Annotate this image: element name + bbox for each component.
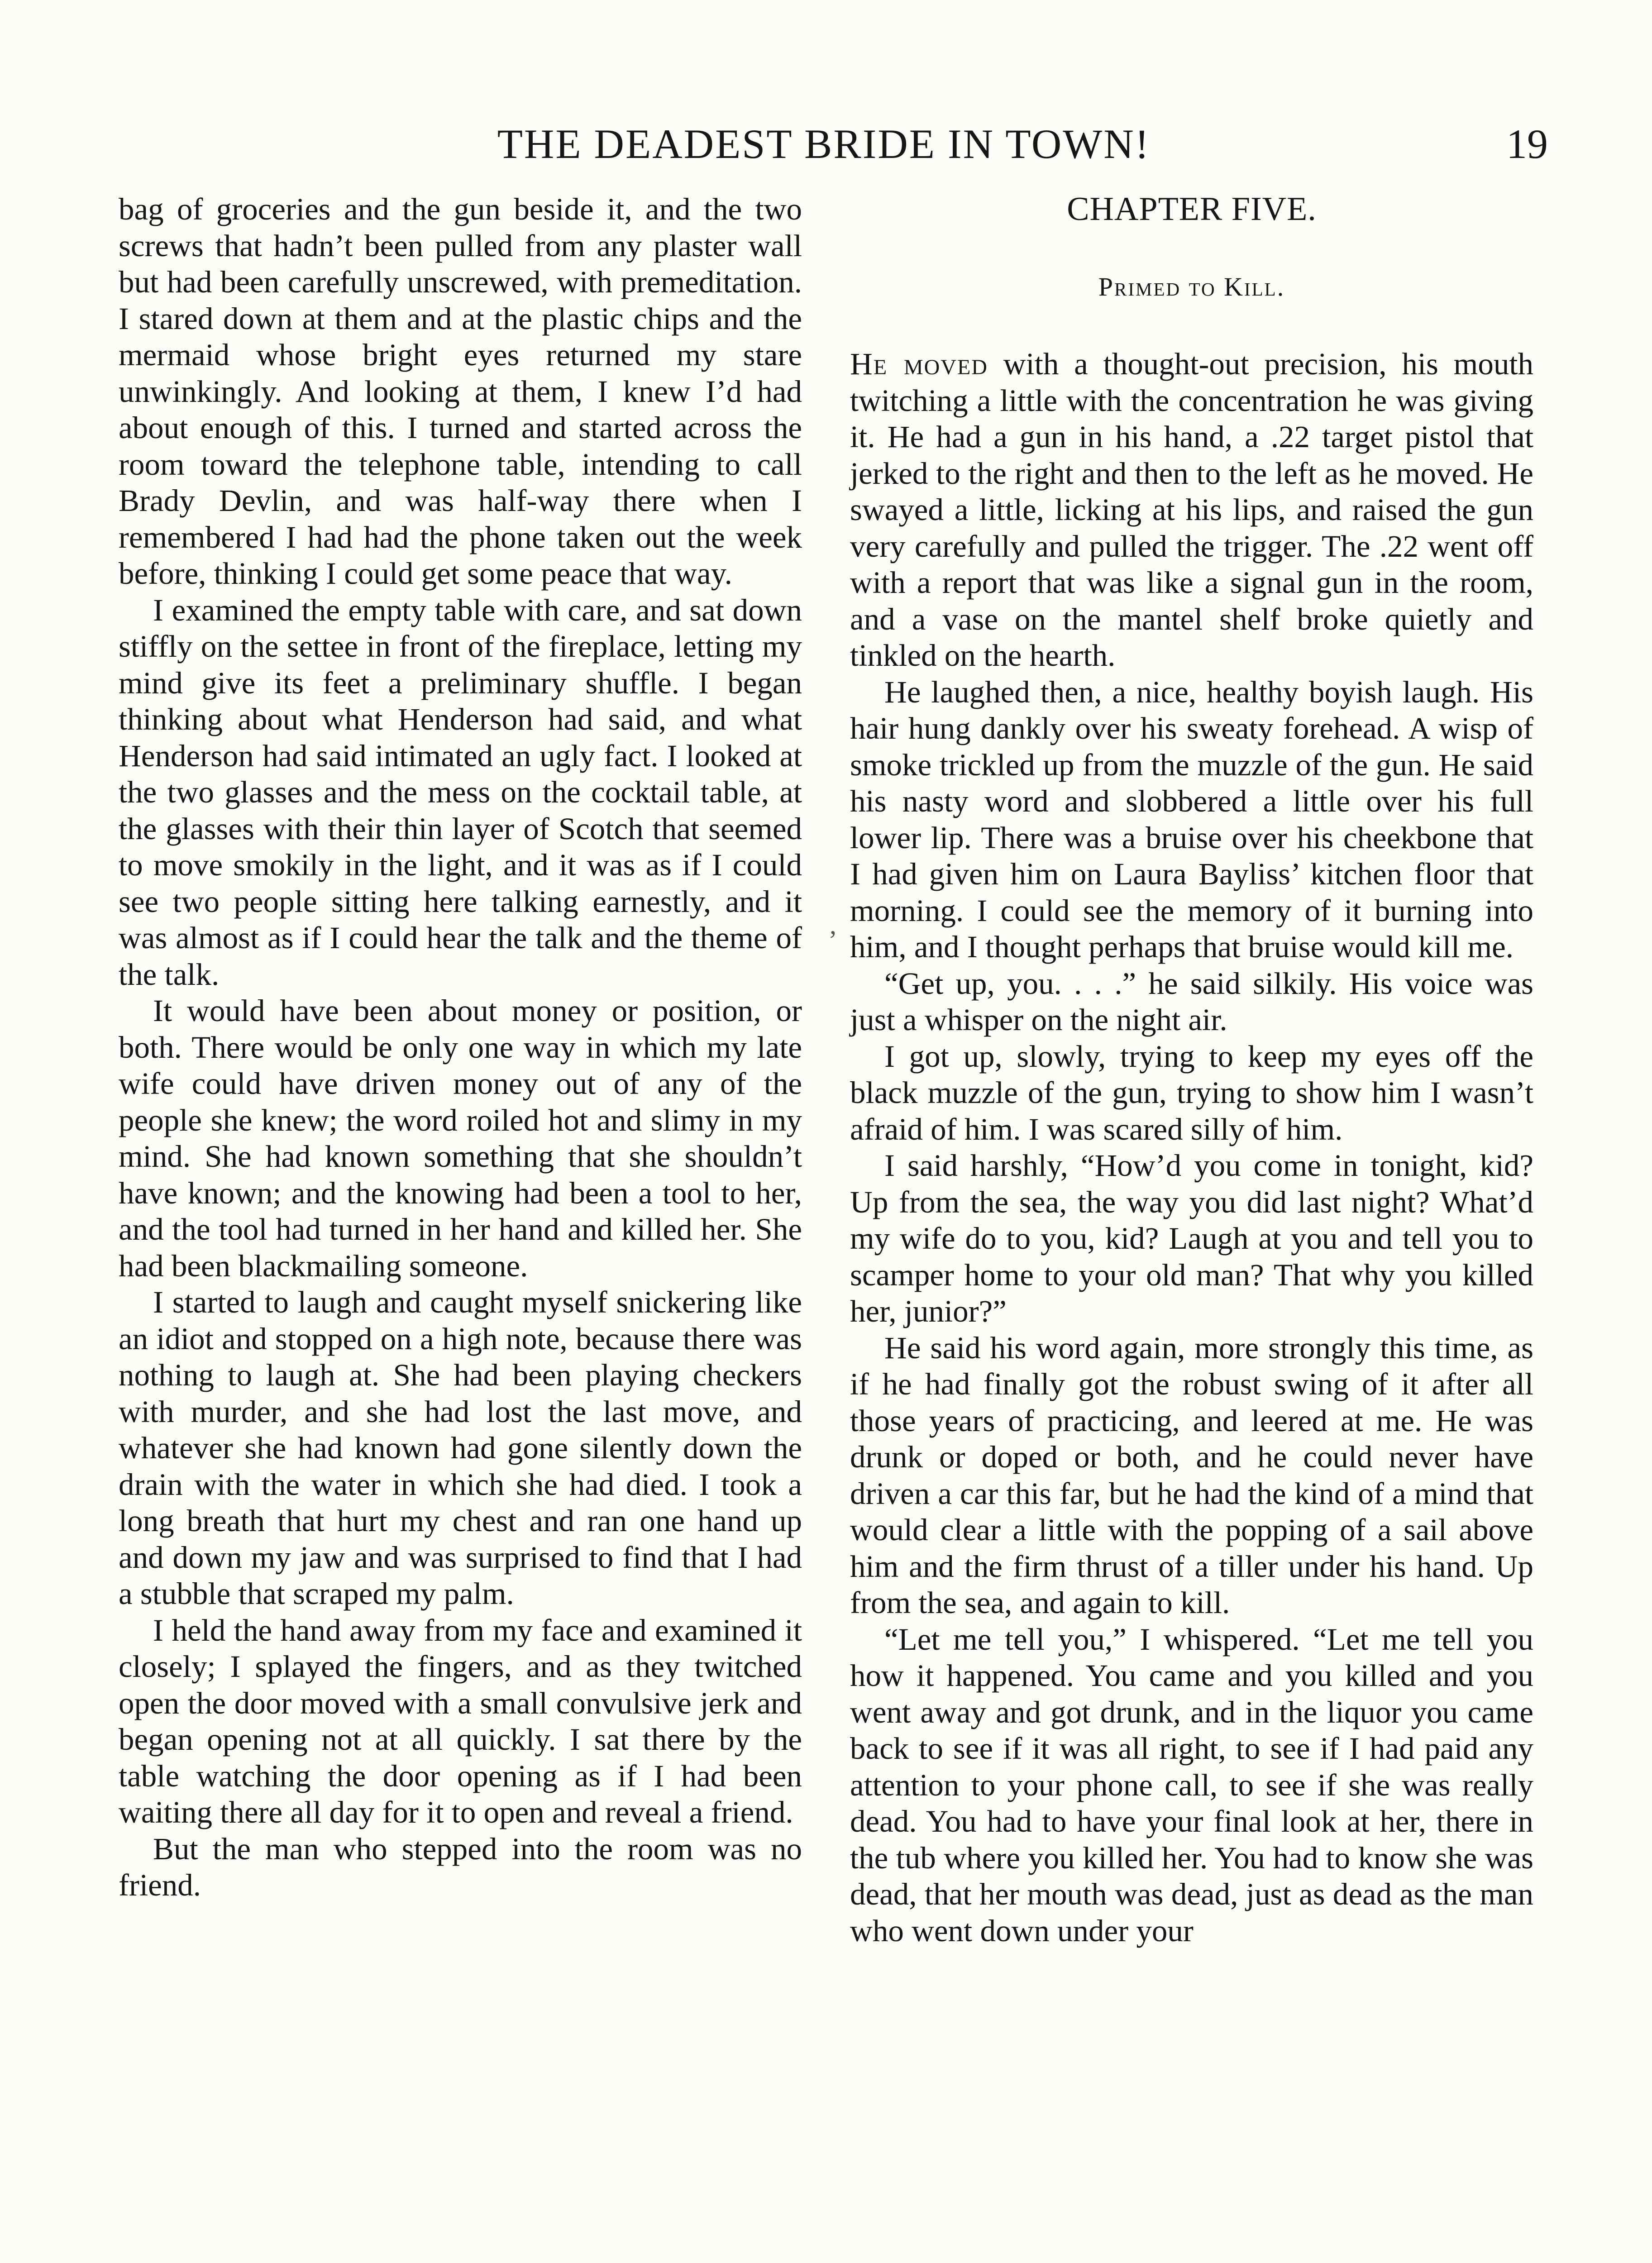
paragraph: But the man who stepped into the room was no friend. [119,1831,802,1902]
chapter-subtitle: Primed to Kill. [1098,272,1285,301]
chapter-opening-paragraph [850,346,1533,674]
paragraph: “Let me tell you,” I whispered. “Let me tell you how it happened. You came and you killed and you went away and got drunk, and in the liquor you came back to see if it was all right, to see if I had paid any attention to your phone call, to see if she was really dead. You had to have your final look at her, there in the tub where you killed her. You had to know she was dead, that her mouth was dead, just as dead as the man who went down under your [850,1622,1533,1948]
chapter-heading: CHAPTER FIVE. [1067,191,1317,228]
opening-paragraph-text: with a thought-out precision, his mouth twitching a little with the concentration he was giving it. He had a gun in his hand, a .22 target pistol that jerked to the right and then to the left as he moved. He swayed a little, licking at his lips, and raised the gun very carefully and pulled the trigger. The .22 went off with a report that was like a signal gun in the room, and a vase on the mantel shelf broke quietly and tinkled on the hearth. [850,347,1533,673]
paragraph: bag of groceries and the gun beside it, and the two screws that hadn’t been pulled from any plaster wall but had been carefully unscrewed, with premeditation. I stared down at them and at the plastic chips and the mermaid whose bright eyes returned my stare unwinkingly. And looking at them, I knew I’d had about enough of this. I turned and started across the room toward the telephone table, intending to call Brady Devlin, and was half-way there when I remembered I had had the phone taken out the week before, thinking I could get some peace that way. [119,192,802,591]
paragraph: I got up, slowly, trying to keep my eyes off the black muzzle of the gun, trying to show him I wasn’t afraid of him. I was scared silly of him. [850,1039,1533,1146]
page-number: 19 [1506,121,1548,167]
right-text-column [850,191,1533,1949]
paragraph: He said his word again, more strongly this time, as if he had finally got the robust swing of it after all those years of practicing, and leered at me. He was drunk or doped or both, and he could never have driven a car this far, but he had the kind of a mind that would clear a little with the popping of a sail above him and the firm thrust of a tiller under his hand. Up from the sea, and again to kill. [850,1330,1533,1620]
paragraph: He laughed then, a nice, healthy boyish laugh. His hair hung dankly over his sweaty forehead. A wisp of smoke trickled up from the muzzle of the gun. He said his nasty word and slobbered a little over his full lower lip. There was a bruise over his cheekbone that I had given him on Laura Bayliss’ kitchen floor that morning. I could see the memory of it burning into him, and I thought perhaps that bruise would kill me. [850,674,1533,964]
print-speck: , [830,910,836,940]
lead-in-words: He moved [850,347,988,381]
paragraph: I examined the empty table with care, and sat down stiffly on the settee in front of the fireplace, letting my mind give its feet a preliminary shuffle. I began thinking about what Henderson had said, and what Henderson had said intimated an ugly fact. I looked at the two glasses and the mess on the cocktail table, at the glasses with their thin layer of Scotch that seemed to move smokily in the light, and it was as if I could see two people sitting here talking earnestly, and it was almost as if I could hear the talk and the theme of the talk. [119,592,802,992]
paragraph: “Get up, you. . . .” he said silkily. His voice was just a whisper on the night air. [850,966,1533,1037]
running-title: THE DEADEST BRIDE IN TOWN! [497,121,1151,167]
paragraph: I held the hand away from my face and examined it closely; I splayed the fingers, and as they twitched open the door moved with a small convulsive jerk and began opening not at all quickly. I sat there by the table watching the door opening as if I had been waiting there all day for it to open and reveal a friend. [119,1613,802,1829]
left-text-column [119,191,802,1904]
paragraph: It would have been about money or position, or both. There would be only one way in which my late wife could have driven money out of any of the people she knew; the word roiled hot and slimy in my mind. She had known something that she shouldn’t have known; and the knowing had been a tool to her, and the tool had turned in her hand and killed her. She had been blackmailing someone. [119,993,802,1283]
paragraph: I said harshly, “How’d you come in tonight, kid? Up from the sea, the way you did last night? What’d my wife do to you, kid? Laugh at you and tell you to scamper home to your old man? That why you killed her, junior?” [850,1148,1533,1328]
paragraph: I started to laugh and caught myself snickering like an idiot and stopped on a high note, because there was nothing to laugh at. She had been playing checkers with murder, and she had lost the last move, and whatever she had known had gone silently down the drain with the water in which she had died. I took a long breath that hurt my chest and ran one hand up and down my jaw and was surprised to find that I had a stubble that scraped my palm. [119,1285,802,1611]
